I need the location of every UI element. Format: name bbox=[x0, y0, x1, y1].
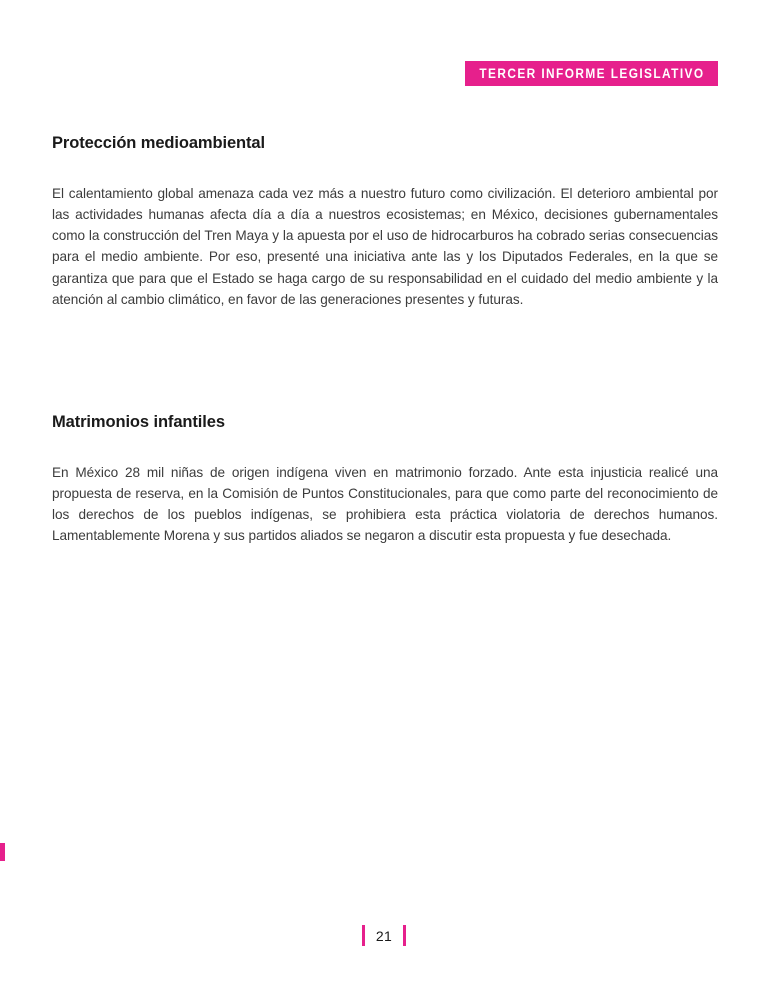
page-footer bbox=[0, 925, 768, 946]
header-banner-label: TERCER INFORME LEGISLATIVO bbox=[478, 65, 705, 81]
page-number: 21 bbox=[375, 927, 393, 944]
section-heading: Protección medioambiental bbox=[52, 134, 265, 152]
section-paragraph: El calentamiento global amenaza cada vez más a nuestro futuro como civilización. El deterioro ambiental por las actividades humanas afecta día a día a nuestros ecosistemas; en México, decisiones gubernamentales como la construcción del Tren Maya y la apuesta por el uso de hidrocarburos ha cobrado serias consecuencias para el medio ambiente. Por eso, presenté una iniciativa ante las y los Diputados Federales, en la que se garantiza que para que el Estado se haga cargo de su responsabilidad en el cuidado del medio ambiente y la atención al cambio climático, en favor de las generaciones presentes y futuras. bbox=[52, 185, 718, 307]
section-matrimonios-infantiles bbox=[52, 413, 718, 547]
section-proteccion-medioambiental bbox=[52, 134, 718, 310]
footer-bar-left-icon bbox=[362, 925, 365, 946]
left-edge-accent-mark bbox=[0, 843, 5, 861]
footer-bar-right-icon bbox=[403, 925, 406, 946]
header-banner bbox=[465, 61, 718, 86]
section-paragraph: En México 28 mil niñas de origen indígena viven en matrimonio forzado. Ante esta injusticia realicé una propuesta de reserva, en la Comisión de Puntos Constitucionales, para que como parte del reconocimiento de los derechos de los pueblos indígenas, se prohibiera esta práctica violatoria de derechos humanos. Lamentablemente Morena y sus partidos aliados se negaron a discutir esta propuesta y fue desechada. bbox=[52, 464, 718, 544]
section-heading: Matrimonios infantiles bbox=[52, 413, 225, 431]
